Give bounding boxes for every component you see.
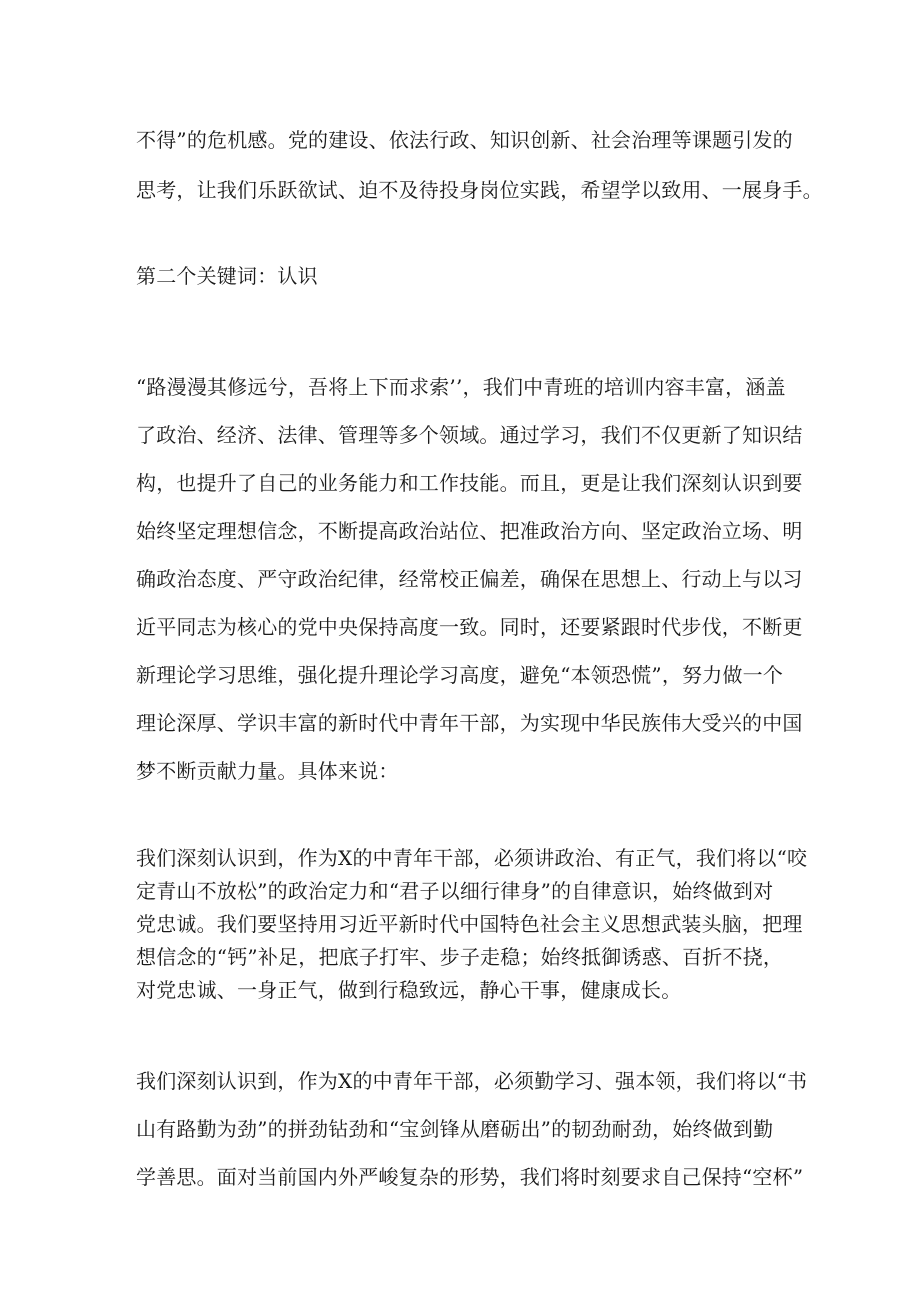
text-line: 学善思。面对当前国内外严峻复杂的形势，我们将时刻要求自己保持“空杯” [136,1165,804,1189]
text-line: “路漫漫其修远兮，吾将上下而求索’’，我们中青班的培训内容丰富，涵盖 [136,375,786,399]
text-line: 我们深刻认识到，作为X的中青年干部，必须勤学习、强本领，我们将以“书 [136,1069,808,1093]
text-line: 定青山不放松”的政治定力和“君子以细行律身”的自律意识，始终做到对 [136,879,774,903]
paragraph-intro-continuation [136,115,823,215]
text-line: 新理论学习思维，强化提升理论学习高度，避免“本领恐慌”，努力做一个 [136,663,784,687]
paragraph-study [136,1057,808,1201]
text-line: 党忠诚。我们要坚持用习近平新时代中国特色社会主义思想武装头脑，把理 [136,912,803,936]
paragraph-loyalty [136,842,808,1007]
section-heading [136,258,786,294]
text-line: 我们深刻认识到，作为X的中青年干部，必须讲政治、有正气，我们将以“咬 [136,846,808,870]
text-line: 对党忠诚、一身正气，做到行稳致远，静心干事，健康成长。 [136,978,682,1002]
paragraph-knowledge [136,363,803,795]
heading-text: 第二个关键词：认识 [136,264,318,288]
text-line: 梦不断贡献力量。具体来说： [136,759,399,783]
text-line: 不得”的危机感。党的建设、依法行政、知识创新、社会治理等课题引发的 [136,128,793,152]
text-line: 思考，让我们乐跃欲试、迫不及待投身岗位实践，希望学以致用、一展身手。 [136,178,823,202]
text-line: 想信念的“钙”补足，把底子打牢、步子走稳；始终抵御诱惑、百折不挠， [136,945,784,969]
text-line: 构，也提升了自己的业务能力和工作技能。而且，更是让我们深刻认识到要 [136,471,803,495]
text-line: 始终坚定理想信念，不断提高政治站位、把准政治方向、坚定政治立场、明 [136,519,803,543]
text-line: 山有路勤为劲”的拼劲钻劲和“宝剑锋从磨砺出”的韧劲耐劲，始终做到勤 [136,1117,774,1141]
text-line: 理论深厚、学识丰富的新时代中青年干部，为实现中华民族伟大受兴的中国 [136,711,803,735]
text-line: 确政治态度、严守政治纪律，经常校正偏差，确保在思想上、行动上与以习 [136,567,803,591]
text-line: 了政治、经济、法律、管理等多个领域。通过学习，我们不仅更新了知识结 [136,423,803,447]
text-line: 近平同志为核心的党中央保持高度一致。同时，还要紧跟时代步伐，不断更 [136,615,803,639]
